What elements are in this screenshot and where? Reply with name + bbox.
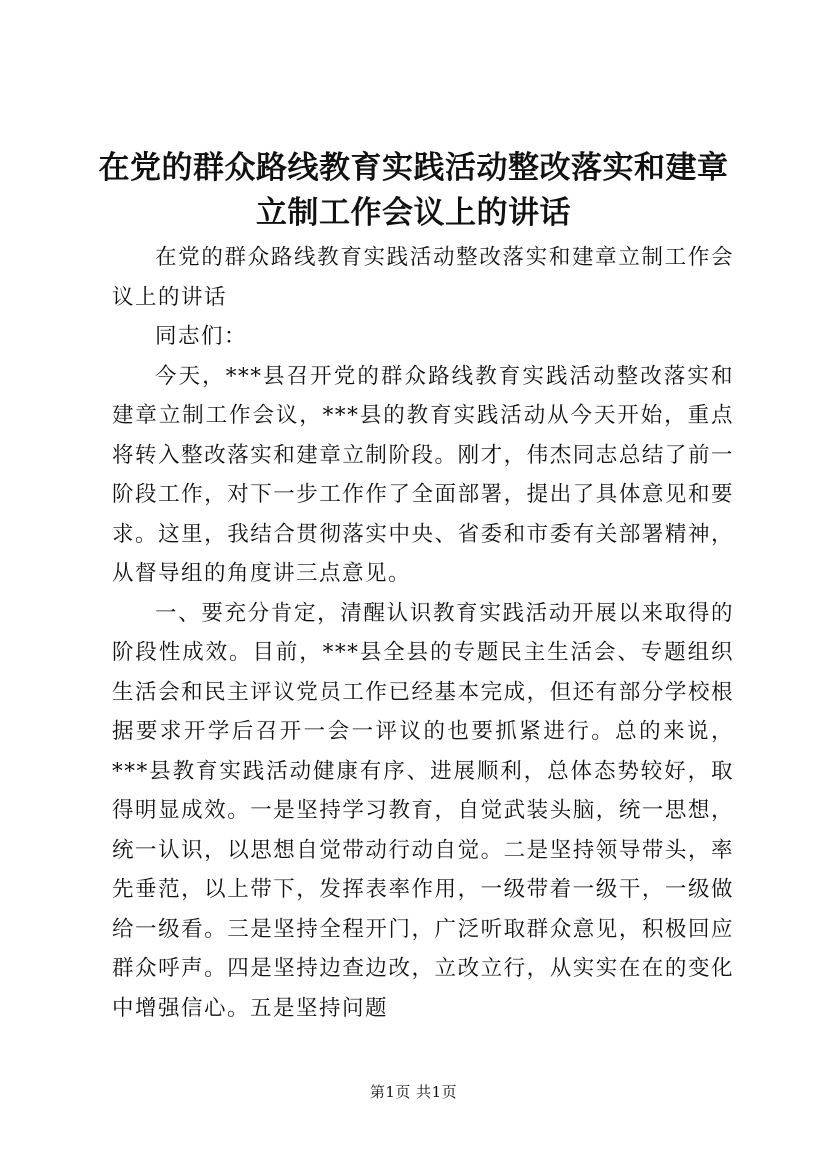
body-paragraph-intro: 今天，***县召开党的群众路线教育实践活动整改落实和建章立制工作会议，***县的教育实践活动从今天开始，重点将转入整改落实和建章立制阶段。刚才，伟杰同志总结了前一阶段工作，对下一步工作作了全面部署，提出了具体意见和要求。这里，我结合贯彻落实中央、省委和市委有关部署精神，从督导组的角度讲三点意见。 [112, 363, 734, 586]
body-paragraph-heading: 在党的群众路线教育实践活动整改落实和建章立制工作会议上的讲话 [112, 245, 734, 310]
page-footer: 第1页 共1页 [369, 1083, 458, 1101]
document-body [112, 238, 734, 1028]
body-paragraph-salutation: 同志们： [155, 324, 248, 349]
body-paragraph-point-one: 一、要充分肯定，清醒认识教育实践活动开展以来取得的阶段性成效。目前，***县全县的专题民主生活会、专题组织生活会和民主评议党员工作已经基本完成，但还有部分学校根据要求开学后召开一会一评议的也要抓紧进行。总的来说，***县教育实践活动健康有序、进展顺利，总体态势较好，取得明显成效。一是坚持学习教育，自觉武装头脑，统一思想，统一认识，以思想自觉带动行动自觉。二是坚持领导带头，率先垂范，以上带下，发挥表率作用，一级带着一级干，一级做给一级看。三是坚持全程开门，广泛听取群众意见，积极回应群众呼声。四是坚持边查边改，立改立行，从实实在在的变化中增强信心。五是坚持问题 [112, 600, 734, 1021]
document-title: 在党的群众路线教育实践活动整改落实和建章立制工作会议上的讲话 [98, 150, 729, 231]
